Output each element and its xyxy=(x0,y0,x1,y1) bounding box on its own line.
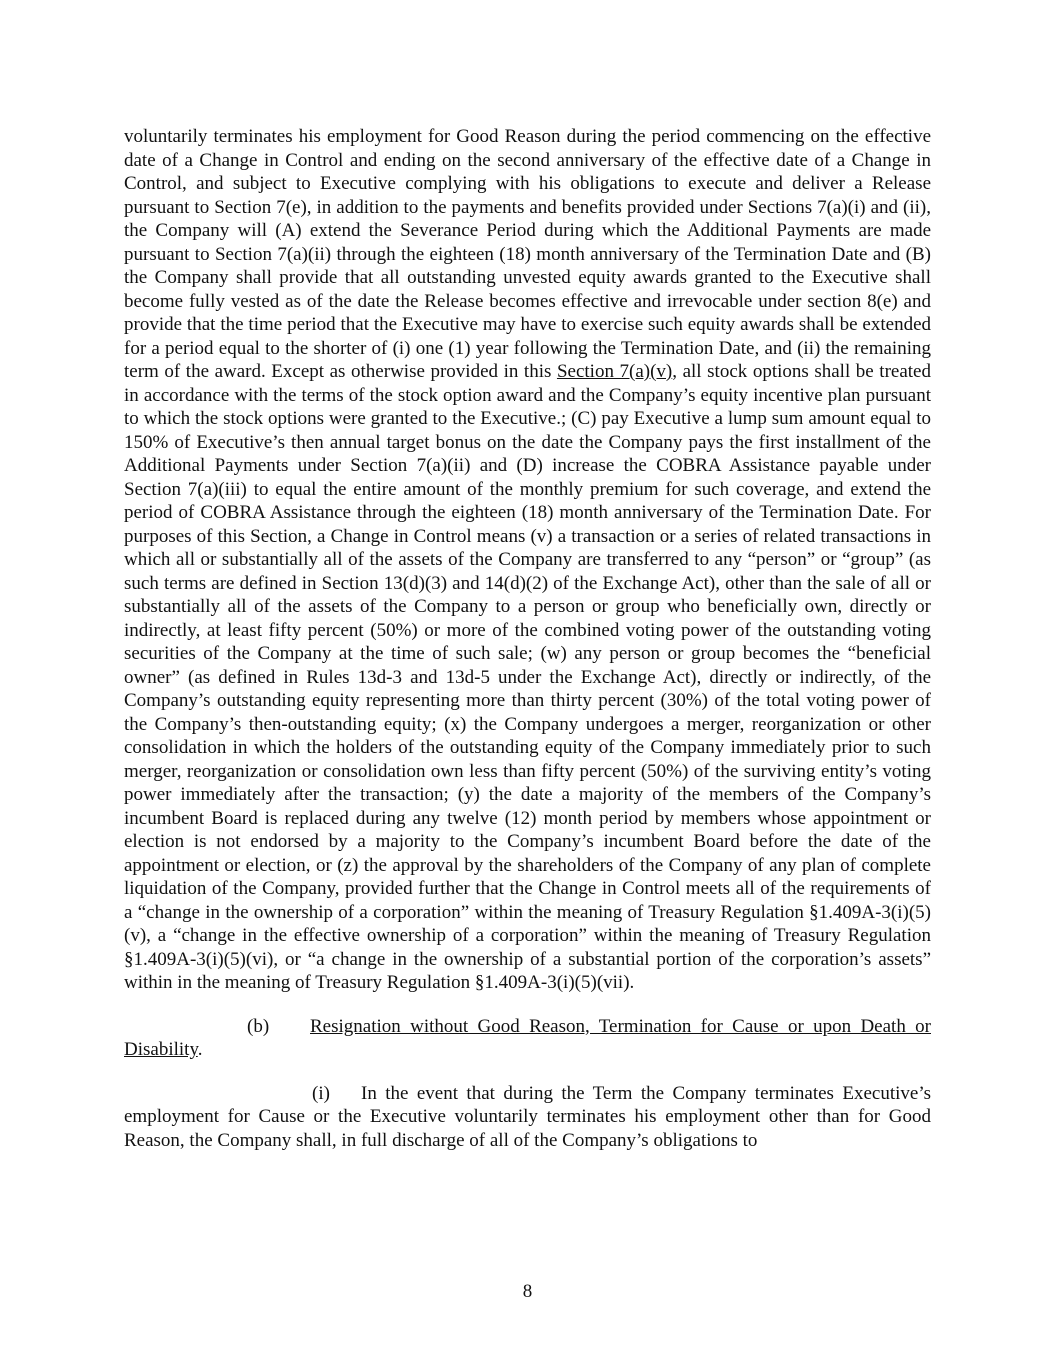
document-body xyxy=(124,125,931,1152)
paragraph-text: , all stock options shall be treated in accordance with the terms of the stock option award and the Company’s equity incentive plan pursuant to which the stock options were granted to the Executive.; (C) pay Executive a lump sum amount equal to 150% of Executive’s then annual target bonus on the date the Company pays the first installment of the Additional Payments under Section 7(a)(ii) and (D) increase the COBRA Assistance payable under Section 7(a)(iii) to equal the entire amount of the monthly premium for such coverage, and extend the period of COBRA Assistance through the eighteen (18) month anniversary of the Termination Date. For purposes of this Section, a Change in Control means (v) a transaction or a series of related transactions in which all or substantially all of the assets of the Company are transferred to any “person” or “group” (as such terms are defined in Section 13(d)(3) and 14(d)(2) of the Exchange Act), other than the sale of all or substantially all of the assets of the Company to a person or group who beneficially own, directly or indirectly, at least fifty percent (50%) or more of the combined voting power of the outstanding voting securities of the Company at the time of such sale; (w) any person or group becomes the “beneficial owner” (as defined in Rules 13d-3 and 13d-5 under the Exchange Act), directly or indirectly, of the Company’s outstanding equity representing more than thirty percent (30%) of the total voting power of the Company’s then-outstanding equity; (x) the Company undergoes a merger, reorganization or other consolidation in which the holders of the outstanding equity of the Company immediately prior to such merger, reorganization or consolidation own less than fifty percent (50%) of the surviving entity’s voting power immediately after the transaction; (y) the date a majority of the members of the Company’s incumbent Board is replaced during any twelve (12) month period by members whose appointment or election is not endorsed by a majority to the Company’s incumbent Board before the date of the appointment or election, or (z) the approval by the shareholders of the Company of any plan of complete liquidation of the Company, provided further that the Change in Control meets all of the requirements of a “change in the ownership of a corporation” within the meaning of Treasury Regulation §1.409A-3(i)(5)(v), a “change in the effective ownership of a corporation” within the meaning of Treasury Regulation §1.409A-3(i)(5)(vi), or “a change in the ownership of a substantial portion of the corporation’s assets” within in the meaning of Treasury Regulation §1.409A-3(i)(5)(vii). xyxy=(124,361,931,993)
paragraph-b xyxy=(124,1015,931,1062)
paragraph-text: voluntarily terminates his employment for Good Reason during the period commencing on the effective date of a Change in Control and ending on the second anniversary of the effective date of a Change in Control, and subject to Executive complying with his obligations to execute and deliver a Release pursuant to Section 7(e), in addition to the payments and benefits provided under Sections 7(a)(i) and (ii), the Company will (A) extend the Severance Period during which the Additional Payments are made pursuant to Section 7(a)(ii) through the eighteen (18) month anniversary of the Termination Date and (B) the Company shall provide that all outstanding unvested equity awards granted to the Executive shall become fully vested as of the date the Release becomes effective and irrevocable under section 8(e) and provide that the time period that the Executive may have to exercise such equity awards shall be extended for a period equal to the shorter of (i) one (1) year following the Termination Date, and (ii) the remaining term of the award. Except as otherwise provided in this xyxy=(124,126,931,382)
paragraph-label: (b) xyxy=(247,1015,270,1037)
subparagraph-text: In the event that during the Term the Company terminates Executive’s employment for Cause or the Executive voluntarily terminates his employment other than for Good Reason, the Company shall, in full discharge of all of the Company’s obligations to xyxy=(124,1082,931,1151)
paragraph-b-i xyxy=(124,1082,931,1153)
paragraph-change-in-control xyxy=(124,125,931,995)
subparagraph-label: (i) xyxy=(312,1082,330,1104)
section-heading: Resignation without Good Reason, Termination for Cause or upon Death or Disability xyxy=(124,1015,931,1060)
page-number: 8 xyxy=(522,1281,533,1302)
section-reference: Section 7(a)(v) xyxy=(556,361,673,382)
section-heading-period: . xyxy=(197,1039,203,1060)
